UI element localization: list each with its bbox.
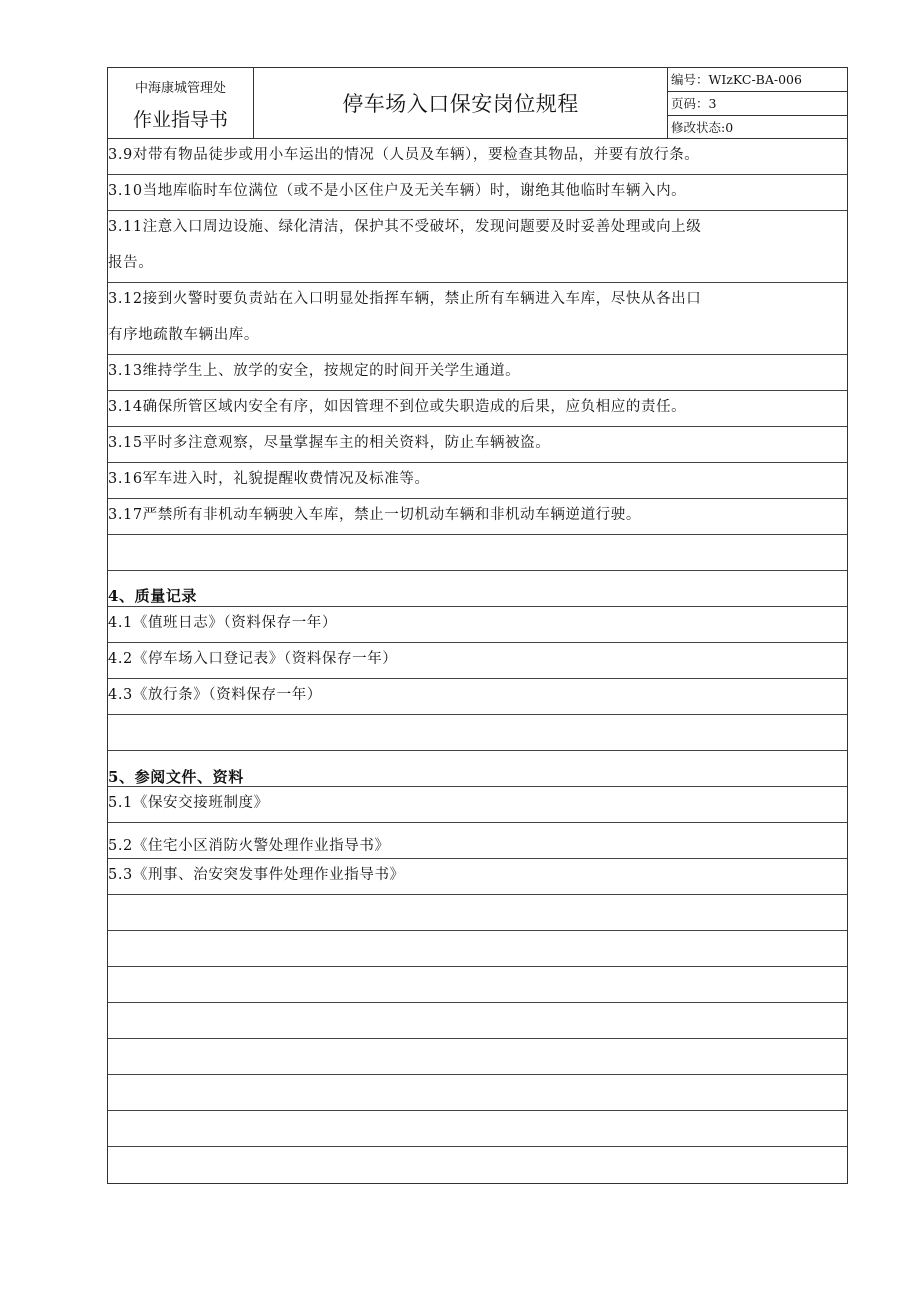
table-row [108, 319, 847, 355]
table-row [108, 283, 847, 319]
row-text: 报告。 [108, 255, 154, 271]
row-text: 4.1《值班日志》（资料保存一年） [108, 615, 338, 631]
row-text: 5.3《刑事、治安突发事件处理作业指导书》 [108, 867, 405, 883]
table-row [108, 1111, 847, 1147]
table-row [108, 427, 847, 463]
row-text: 5.2《住宅小区消防火警处理作业指导书》 [108, 838, 390, 854]
section-heading-row [108, 571, 847, 607]
table-row [108, 967, 847, 1003]
table-row [108, 175, 847, 211]
table-row [108, 1075, 847, 1111]
organization-name: 中海康城管理处 [134, 81, 226, 96]
table-row [108, 895, 847, 931]
table-row [108, 607, 847, 643]
section-heading-row [108, 751, 847, 787]
section-heading: 4、质量记录 [108, 587, 198, 605]
row-text: 3.11注意入口周边设施、绿化清洁，保护其不受破坏，发现问题要及时妥善处理或向上级 [108, 219, 702, 235]
document-title: 停车场入口保安岗位规程 [342, 92, 579, 116]
table-row [108, 823, 847, 859]
table-row [108, 1039, 847, 1075]
section-heading: 5、参阅文件、资料 [108, 768, 244, 786]
row-text: 3.10当地库临时车位满位（或不是小区住户及无关车辆）时，谢绝其他临时车辆入内。 [108, 183, 687, 199]
table-row [108, 859, 847, 895]
table-row [108, 715, 847, 751]
table-row [108, 535, 847, 571]
document-code: 编号：WIzKC-BA-006 [668, 68, 847, 92]
row-text: 4.3《放行条》（资料保存一年） [108, 687, 322, 703]
document-page [107, 67, 848, 1184]
row-text: 3.14确保所管区域内安全有序，如因管理不到位或失职造成的后果，应负相应的责任。 [108, 399, 687, 415]
header-left-cell [108, 68, 254, 138]
table-row [108, 463, 847, 499]
document-header [107, 67, 848, 139]
document-type: 作业指导书 [132, 109, 228, 131]
row-text: 3.13维持学生上、放学的安全，按规定的时间开关学生通道。 [108, 363, 521, 379]
table-row [108, 247, 847, 283]
table-row [108, 355, 847, 391]
row-text: 3.15平时多注意观察，尽量掌握车主的相关资料，防止车辆被盗。 [108, 435, 551, 451]
table-row [108, 1003, 847, 1039]
header-title-cell [254, 68, 668, 138]
table-row [108, 643, 847, 679]
table-row [108, 391, 847, 427]
row-text: 有序地疏散车辆出库。 [108, 327, 259, 343]
revision-status: 修改状态:0 [671, 120, 734, 135]
header-meta-cell [668, 68, 847, 138]
table-row [108, 679, 847, 715]
table-row [108, 499, 847, 535]
table-row [108, 211, 847, 247]
row-text: 3.9对带有物品徒步或用小车运出的情况（人员及车辆），要检查其物品，并要有放行条。 [108, 147, 700, 163]
row-text: 5.1《保安交接班制度》 [108, 795, 269, 811]
content-table [107, 139, 848, 1184]
table-row [108, 787, 847, 823]
table-row [108, 931, 847, 967]
page-number: 页码：3 [668, 92, 847, 116]
row-text: 3.16军车进入时，礼貌提醒收费情况及标准等。 [108, 471, 430, 487]
table-row [108, 1147, 847, 1183]
row-text: 4.2《停车场入口登记表》（资料保存一年） [108, 651, 398, 667]
row-text: 3.17严禁所有非机动车辆驶入车库，禁止一切机动车辆和非机动车辆逆道行驶。 [108, 507, 641, 523]
row-text: 3.12接到火警时要负责站在入口明显处指挥车辆，禁止所有车辆进入车库，尽快从各出口 [108, 291, 702, 307]
table-row [108, 139, 847, 175]
